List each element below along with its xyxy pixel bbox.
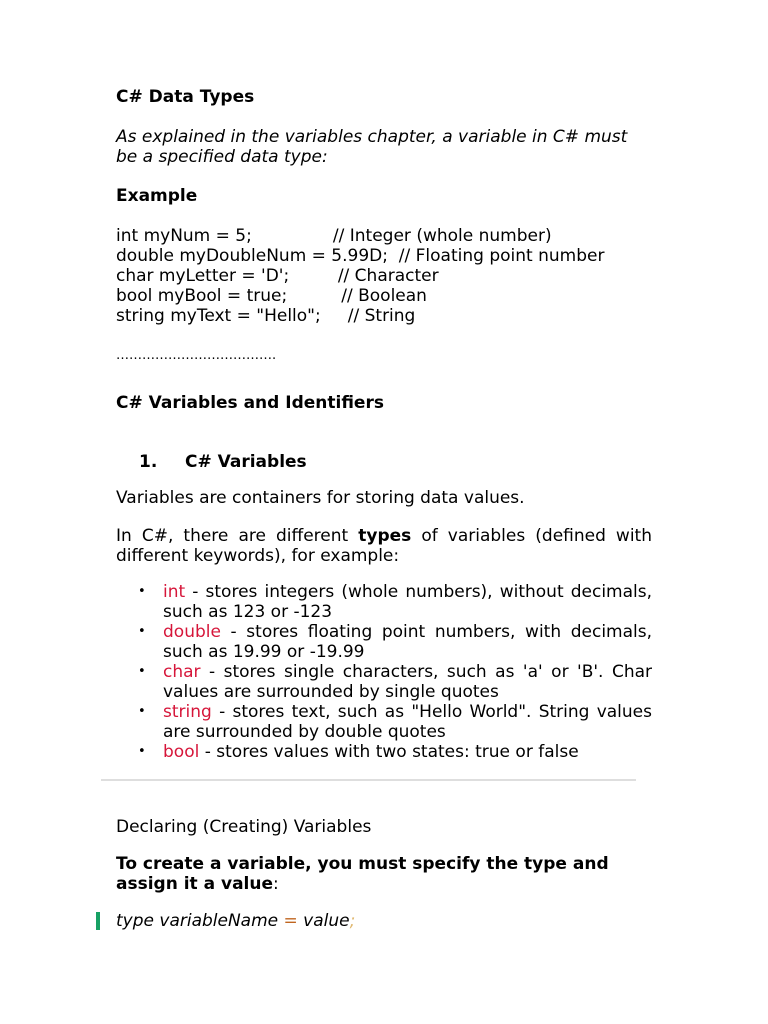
bullet-icon: • [138,704,146,719]
code-line [116,266,676,286]
list-item [116,622,652,662]
list-item [116,582,652,622]
code-padding [252,226,333,246]
code-statement: string myText = "Hello"; [116,306,321,326]
instruction-colon: : [273,874,279,894]
syntax-value: value [297,911,350,931]
list-item [116,702,652,742]
containers-paragraph: Variables are containers for storing data values. [116,488,525,508]
types-paragraph [116,526,652,566]
bullet-icon: • [138,664,146,679]
type-keyword: double [163,622,221,642]
code-line [116,246,676,266]
type-description: - stores single characters, such as 'a' or 'B'. Char values are surrounded by single quotes [163,662,652,702]
bullet-icon: • [138,624,146,639]
horizontal-divider [101,779,636,781]
intro-paragraph: As explained in the variables chapter, a variable in C# must be a specified data type: [116,127,628,167]
code-statement: bool myBool = true; [116,286,288,306]
syntax-example [116,911,652,931]
type-description: - stores floating point numbers, with decimals, such as 19.99 or -19.99 [163,622,652,662]
code-comment: // Character [337,266,439,286]
code-padding [388,246,399,266]
code-padding [289,266,338,286]
syntax-accent-bar [96,912,100,930]
code-comment: // Integer (whole number) [332,226,552,246]
data-types-list [116,582,652,762]
dotted-separator: ………………………………. [116,348,277,363]
section-title: C# Variables [185,452,307,472]
syntax-equals: = [283,911,298,931]
types-text: of variables (defined with different keywords), for example: [116,526,652,566]
code-line [116,286,676,306]
code-padding [321,306,348,326]
example-heading: Example [116,186,198,206]
code-comment: // String [347,306,416,326]
list-item [116,662,652,702]
section-heading: C# Variables and Identifiers [116,393,384,413]
syntax-semicolon: ; [349,911,356,931]
create-instruction [116,854,656,894]
code-comment: // Boolean [341,286,427,306]
code-example [116,226,676,326]
code-padding [287,286,341,306]
types-text: In C#, there are different [116,526,359,546]
list-item [116,742,652,762]
page-title: C# Data Types [116,87,255,107]
bullet-icon: • [138,744,146,759]
type-keyword: bool [163,742,200,762]
bullet-icon: • [138,584,146,599]
code-statement: char myLetter = 'D'; [116,266,290,286]
code-statement: double myDoubleNum = 5.99D; [116,246,388,266]
type-description: - stores integers (whole numbers), without decimals, such as 123 or -123 [163,582,652,622]
code-line [116,226,676,246]
type-description: - stores text, such as "Hello World". String values are surrounded by double quotes [163,702,652,742]
syntax-type: type [116,911,154,931]
instruction-text: To create a variable, you must specify the type and assign it a value [116,854,609,894]
numbered-heading [139,452,307,472]
types-bold: types [358,526,412,546]
type-description: - stores values with two states: true or false [199,742,579,762]
declaring-heading: Declaring (Creating) Variables [116,817,372,837]
type-keyword: int [163,582,186,602]
code-statement: int myNum = 5; [116,226,252,246]
syntax-name: variableName [153,911,284,931]
code-comment: // Floating point number [398,246,605,266]
section-number: 1. [139,452,158,472]
code-line [116,306,676,326]
type-keyword: string [163,702,212,722]
type-keyword: char [163,662,201,682]
